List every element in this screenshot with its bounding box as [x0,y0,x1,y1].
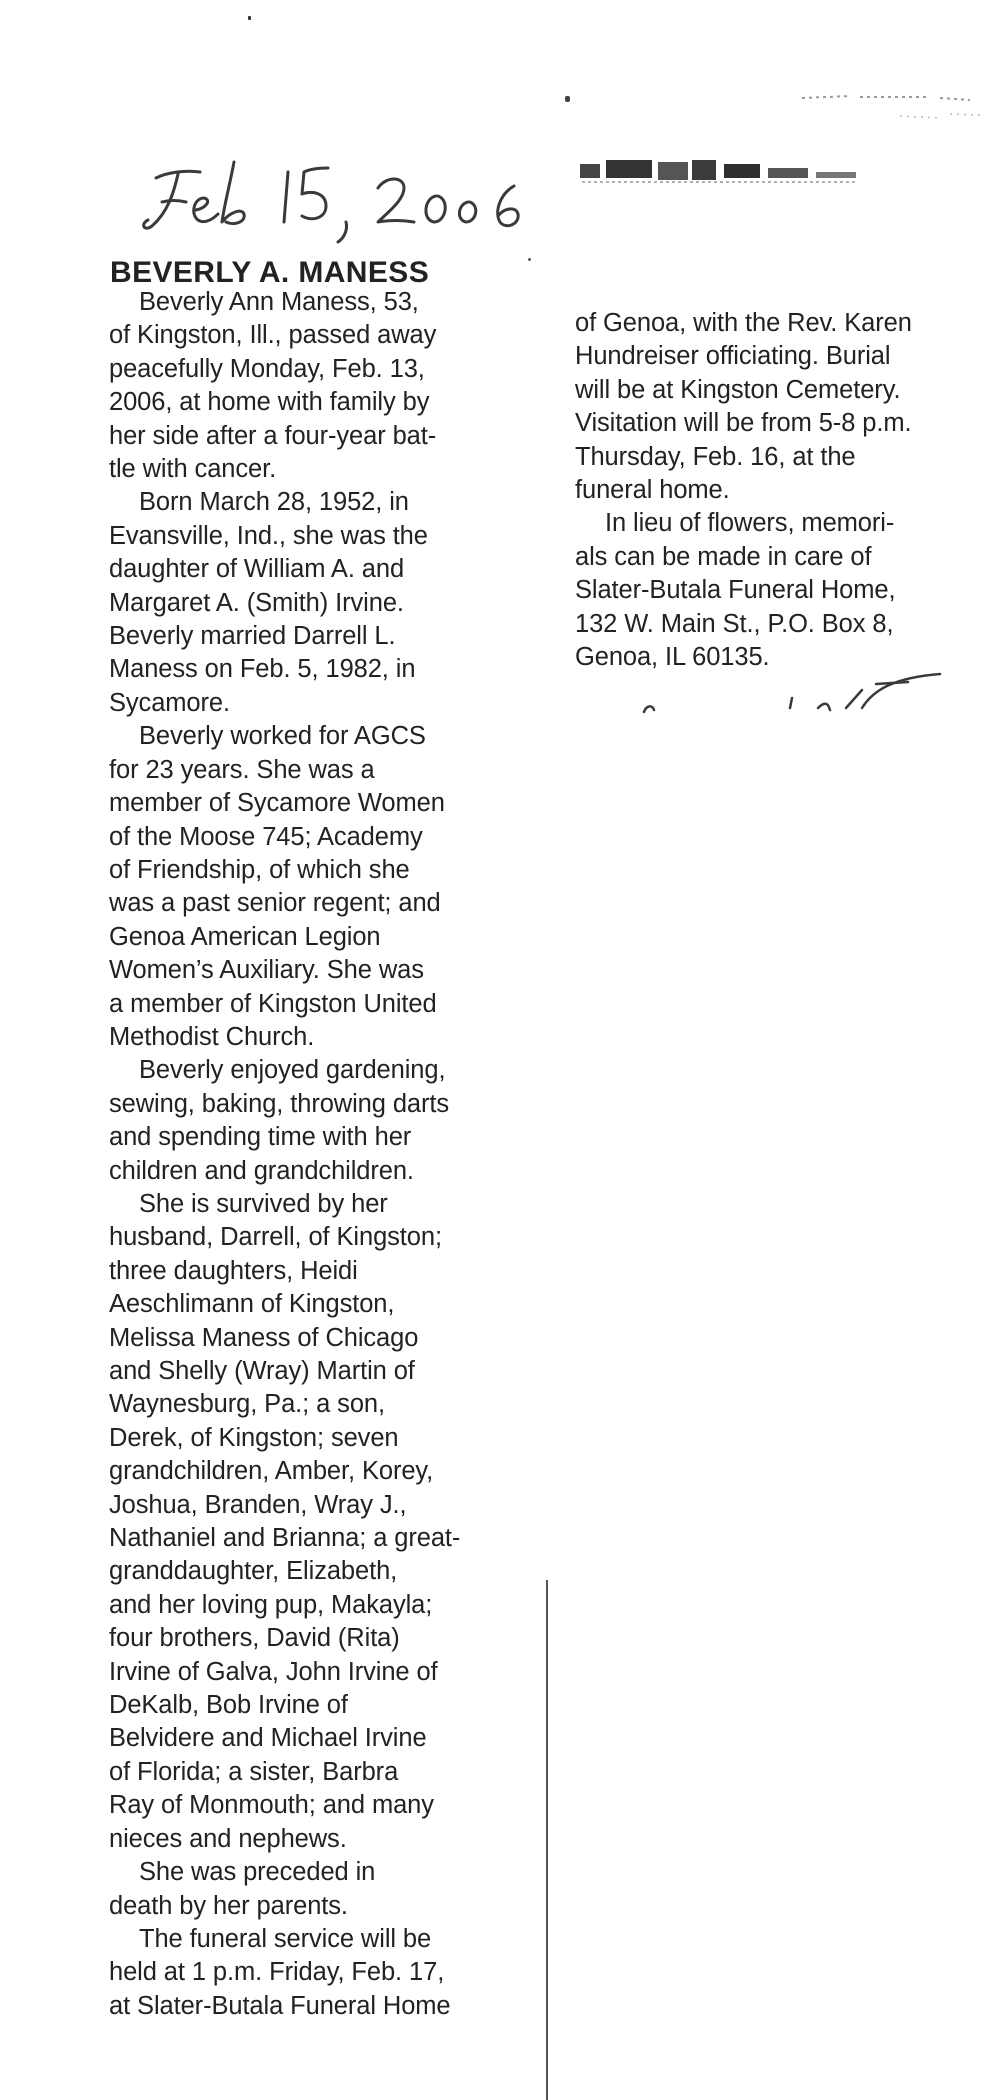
obituary-text-line: four brothers, David (Rita) [109,1624,400,1653]
obituary-text-line: DeKalb, Bob Irvine of [109,1691,348,1720]
obituary-text-line: Ray of Monmouth; and many [109,1791,434,1820]
obituary-text-line: will be at Kingston Cemetery. [575,375,901,404]
obituary-text-line: a member of Kingston United [109,989,437,1018]
obituary-text-line: at Slater-Butala Funeral Home [109,1991,451,2020]
obituary-text-line: held at 1 p.m. Friday, Feb. 17, [109,1958,445,1987]
obituary-text-line: and spending time with her [109,1123,412,1152]
obituary-text-line: Derek, of Kingston; seven [109,1423,399,1452]
obituary-text-line: Maness on Feb. 5, 1982, in [109,655,416,684]
obituary-text-line: Joshua, Branden, Wray J., [109,1490,407,1519]
obituary-text-line: Beverly married Darrell L. [109,622,396,651]
obituary-text-line: her side after a four-year bat- [109,421,437,450]
obituary-text-line: of Kingston, Ill., passed away [109,321,437,350]
scan-speck [248,16,251,20]
obituary-text-line: Genoa American Legion [109,922,381,951]
obituary-text-line: grandchildren, Amber, Korey, [109,1457,434,1486]
obituary-text-line: of Florida; a sister, Barbra [109,1757,399,1786]
obituary-text-line: Slater-Butala Funeral Home, [575,576,896,605]
obituary-text-line: husband, Darrell, of Kingston; [109,1223,442,1252]
obituary-text-line: Nathaniel and Brianna; a great- [109,1524,461,1553]
obituary-text-line: tle with cancer. [109,455,277,484]
obituary-text-line: Melissa Maness of Chicago [109,1323,419,1352]
obituary-text-line: Aeschlimann of Kingston, [109,1290,395,1319]
obituary-text-line: of the Moose 745; Academy [109,822,423,851]
obituary-text-line: for 23 years. She was a [109,755,375,784]
faded-masthead-scan-mark [790,88,990,130]
obituary-text-line: children and grandchildren. [109,1156,414,1185]
obituary-text-line: The funeral service will be [139,1924,432,1953]
obituary-text-line: Belvidere and Michael Irvine [109,1724,427,1753]
obituary-text-line: daughter of William A. and [109,555,405,584]
obituary-text-line: Born March 28, 1952, in [139,488,409,517]
obituary-text-line: In lieu of flowers, memori- [605,509,895,538]
obituary-headline: BEVERLY A. MANESS [110,256,430,289]
obituary-text-line: member of Sycamore Women [109,789,445,818]
obituary-text-line: Waynesburg, Pa.; a son, [109,1390,385,1419]
obituary-text-line: She is survived by her [139,1189,388,1218]
obituary-text-line: of Genoa, with the Rev. Karen [575,309,912,337]
obituary-text-line: and Shelly (Wray) Martin of [109,1357,415,1385]
obituary-left-column [109,286,485,2023]
obituary-text-line: Beverly enjoyed gardening, [139,1056,446,1085]
obituary-text-line: and her loving pup, Makayla; [109,1590,433,1619]
obituary-text-line: Beverly Ann Maness, 53, [139,288,419,316]
obituary-text-line: She was preceded in [139,1858,376,1887]
obituary-text-line: Hundreiser officiating. Burial [575,342,891,371]
obituary-text-line: death by her parents. [109,1891,348,1920]
obituary-text-line: three daughters, Heidi [109,1256,358,1285]
obituary-text-line: Visitation will be from 5-8 p.m. [575,409,912,438]
obituary-text-line: 2006, at home with family by [109,388,430,417]
obituary-text-line: was a past senior regent; and [109,889,441,918]
obituary-text-line: Irvine of Galva, John Irvine of [109,1657,438,1686]
obituary-text-line: peacefully Monday, Feb. 13, [109,354,425,383]
obituary-text-line: Genoa, IL 60135. [575,643,770,672]
obituary-text-line: 132 W. Main St., P.O. Box 8, [575,609,894,638]
obituary-text-line: Margaret A. (Smith) Irvine. [109,588,404,617]
obituary-text-line: Beverly worked for AGCS [139,722,426,751]
obituary-text-line: nieces and nephews. [109,1824,347,1853]
obituary-text-line: granddaughter, Elizabeth, [109,1557,398,1586]
obituary-right-column [575,307,965,674]
obituary-text-line: Evansville, Ind., she was the [109,521,428,550]
obituary-text-line: of Friendship, of which she [109,855,410,884]
obituary-text-line: funeral home. [575,476,730,505]
obituary-text-line: Women’s Auxiliary. She was [109,956,424,985]
obituary-text-line: sewing, baking, throwing darts [109,1089,450,1118]
smudged-newspaper-masthead [578,152,898,192]
scan-speck [565,96,570,102]
pencil-scribble-mark [640,668,950,718]
obituary-text-line: Sycamore. [109,688,230,717]
column-edge-rule [546,1580,548,2100]
handwritten-date-pencil [138,150,558,260]
obituary-text-line: Methodist Church. [109,1022,315,1051]
obituary-text-line: Thursday, Feb. 16, at the [575,442,856,471]
obituary-text-line: als can be made in care of [575,542,872,571]
